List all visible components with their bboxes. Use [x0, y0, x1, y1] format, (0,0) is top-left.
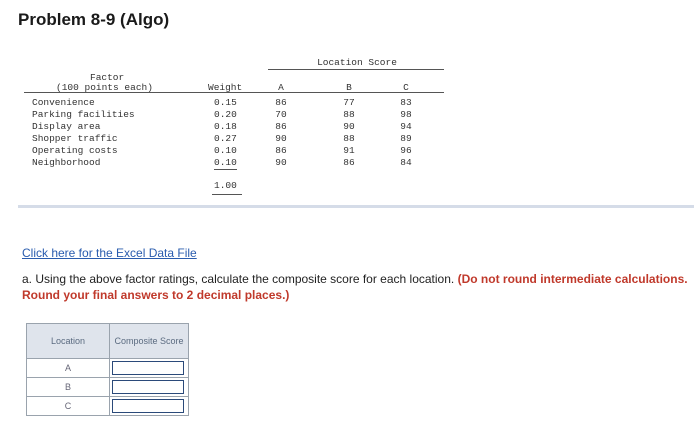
factor-name: Operating costs: [32, 145, 118, 156]
factor-ratings-table: [22, 52, 432, 202]
score-b: 91: [343, 145, 355, 156]
factor-weight: 0.15: [214, 97, 237, 108]
composite-score-input-c[interactable]: [112, 399, 184, 413]
factor-weight: 0.10: [214, 157, 237, 168]
score-a: 86: [275, 121, 287, 132]
score-a: 86: [275, 145, 287, 156]
score-b: 77: [343, 97, 355, 108]
composite-score-answer-table: [26, 323, 189, 416]
header-rule: [24, 92, 444, 93]
answer-cell: [110, 397, 189, 416]
location-label: A: [27, 359, 110, 378]
location-column-header: Location: [27, 324, 110, 359]
factor-header: Factor: [90, 72, 125, 83]
page-title: Problem 8-9 (Algo): [18, 10, 170, 29]
table-row: [27, 397, 189, 416]
score-c: 96: [400, 145, 412, 156]
column-header-c: C: [403, 82, 409, 93]
location-score-header: Location Score: [317, 57, 397, 68]
score-b: 88: [343, 109, 355, 120]
table-row: [27, 359, 189, 378]
factor-name: Convenience: [32, 97, 95, 108]
question-text: [22, 271, 692, 303]
factor-weight: 0.27: [214, 133, 237, 144]
factor-name: Shopper traffic: [32, 133, 118, 144]
score-c: 84: [400, 157, 412, 168]
location-label: B: [27, 378, 110, 397]
answer-cell: [110, 378, 189, 397]
score-b: 86: [343, 157, 355, 168]
column-header-b: B: [346, 82, 352, 93]
location-label: C: [27, 397, 110, 416]
score-a: 86: [275, 97, 287, 108]
factor-weight: 0.20: [214, 109, 237, 120]
composite-score-column-header: Composite Score: [110, 324, 189, 359]
answer-cell: [110, 359, 189, 378]
score-c: 83: [400, 97, 412, 108]
score-c: 94: [400, 121, 412, 132]
location-score-rule: [268, 69, 444, 70]
score-a: 90: [275, 157, 287, 168]
factor-weight: 0.10: [214, 145, 237, 156]
factor-name: Display area: [32, 121, 101, 132]
total-weight: 1.00: [214, 180, 237, 191]
score-b: 88: [343, 133, 355, 144]
composite-score-input-a[interactable]: [112, 361, 184, 375]
composite-score-input-b[interactable]: [112, 380, 184, 394]
question-instruction: (Do not round intermediate calculations. Round your final answers to 2 decimal places.): [22, 272, 688, 302]
score-c: 89: [400, 133, 412, 144]
factor-name: Neighborhood: [32, 157, 101, 168]
total-rule: [212, 194, 242, 195]
factor-header-subtitle: (100 points each): [56, 82, 153, 93]
excel-data-file-link[interactable]: Click here for the Excel Data File: [22, 246, 197, 260]
column-header-a: A: [278, 82, 284, 93]
score-a: 90: [275, 133, 287, 144]
factor-weight: 0.18: [214, 121, 237, 132]
score-b: 90: [343, 121, 355, 132]
score-c: 98: [400, 109, 412, 120]
factor-name: Parking facilities: [32, 109, 135, 120]
table-row: [27, 378, 189, 397]
section-divider: [18, 205, 694, 208]
question-prefix: a. Using the above factor ratings, calculate the composite score for each location.: [22, 272, 458, 286]
weight-header: Weight: [208, 82, 243, 93]
score-a: 70: [275, 109, 287, 120]
